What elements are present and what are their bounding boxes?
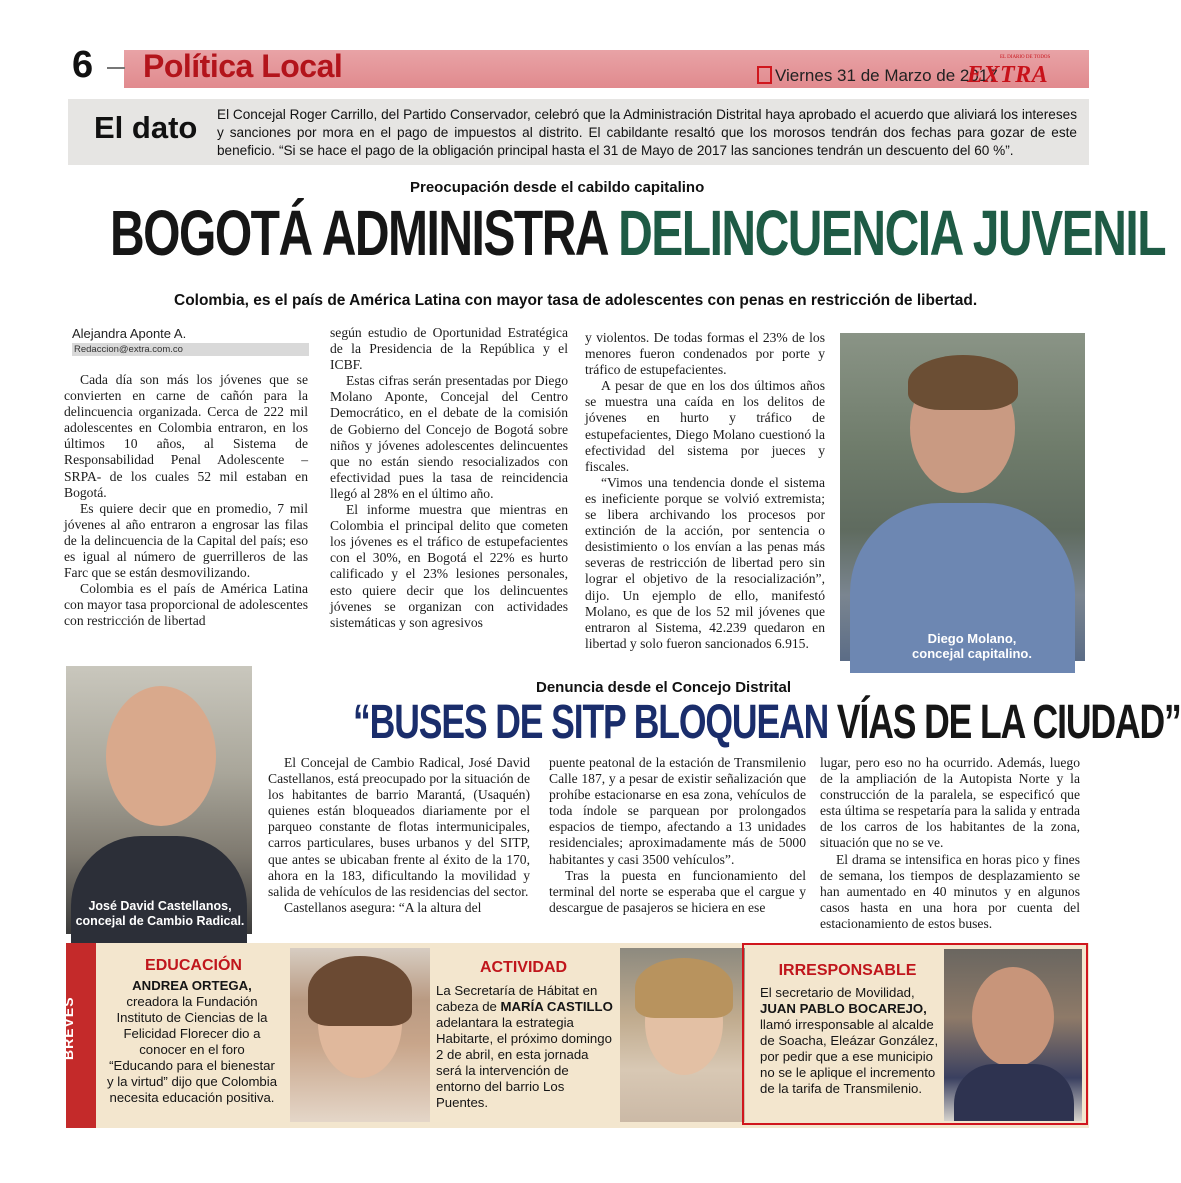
paragraph: según estudio de Oportunidad Estratégica de la Presidencia de la República y el ICBF. [330, 325, 568, 373]
photo-juan-pablo-bocarejo [944, 949, 1082, 1121]
photo-andrea-ortega [290, 948, 430, 1122]
page-number: 6 [72, 44, 93, 86]
portrait-suit-shape [954, 1064, 1074, 1121]
brief-person-name: MARÍA CASTILLO [500, 999, 613, 1014]
article1-column-3 [585, 330, 825, 652]
brief-body: creadora la Fundación Instituto de Ciencias de la Felicidad Florecer dio a conocer en el foro “Educando para el bienestar y la virtud” dijo que Colombia necesita educación positiva. [106, 994, 278, 1105]
article2-headline [353, 695, 1181, 750]
portrait-hair-shape [635, 958, 733, 1018]
el-dato-text: El Concejal Roger Carrillo, del Partido Conservador, celebró que la Administración Distrital haya aprobado el acuerdo que aliviará los intereses y sanciones por mora en el pago de impuestos al distrito. El cabildante resaltó que los morosos tendrán dos fechas para gozar de este beneficio. “Si se hace el pago de la obligación principal hasta el 31 de Mayo de 2017 las sanciones tendrán un descuento del 60 %”. [217, 107, 1077, 158]
article1-headline [110, 196, 1165, 270]
paragraph: El Concejal de Cambio Radical, José David Castellanos, está preocupado por la situación de los habitantes de barrio Marantá, (Usaquén) quienes están bloqueados diariamente por el parqueo constante de flotas intermunicipales, carros particulares, buses urbanos y del SITP, que antes se ubicaban frente al éxito de la 170, ahora en la 183, dificultando la movilidad y salida de vehículos de las residencias del sector. [268, 755, 530, 899]
brief-title-irresponsable: IRRESPONSABLE [778, 962, 917, 979]
portrait-hair-shape [908, 355, 1018, 410]
paragraph: Es quiere decir que en promedio, 7 mil jóvenes al año entraron a engrosar las filas de la delincuencia de la Capital del país; eso es igual al número de guerrilleros de las Farc que se están desmovilizando. [64, 500, 308, 581]
newspaper-logo: EXTRA [967, 62, 1049, 88]
paragraph: “Vimos una tendencia donde el sistema es ineficiente porque se volvió extremista; se libera archivando los procesos por extinción de la acción, por sentencia o desistimiento o los envían a las penas más severas de restricción de libertad pero sin lograr el objetivo de la resocialización”, dijo. Un ejemplo de ello, manifestó Molano, es que de los 52 mil jóvenes que entraron al Sistema, 42.239 quedaron en libertad y solo fueron sancionados 6.915. [585, 474, 825, 651]
breves-label: BREVES [60, 996, 76, 1060]
paragraph: Estas cifras serán presentadas por Diego Molano Aponte, Concejal del Centro Democrático, en el debate de la comisión de Gobierno del Concejo de Bogotá sobre niños y jóvenes adolescentes delincuentes que no están siendo resocializados con efectividad pues la tasa de reincidencia llegó al 28% en el último año. [330, 373, 568, 501]
brief-body: La Secretaría de Hábitat en cabeza de [436, 983, 598, 1014]
paragraph: puente peatonal de la estación de Transmilenio Calle 187, y a pesar de existir señalización que prohíbe estacionarse en esa zona, vehículos de toda índole se parquean por prolongados espacios de tiempo, afectando a 13 unidades residenciales; aproximadamente más de 5000 habitantes y casi 3500 vehículos”. [549, 755, 806, 867]
article2-column-1 [268, 755, 530, 916]
paragraph: A pesar de que en los dos últimos años se muestra una caída en los delitos de jóvenes en hurto y tráfico de estupefacientes, Diego Molano cuestionó la efectividad del sistema por jueces y fiscales. [585, 378, 825, 474]
article2-headline-part-b: VÍAS DE LA CIUDAD” [828, 696, 1181, 749]
paragraph: Tras la puesta en funcionamiento del terminal del norte se esperaba que el cargue y descargue de pasajeros se hiciera en ese [549, 867, 806, 915]
photo-maria-castillo [620, 948, 745, 1122]
article1-kicker: Preocupación desde el cabildo capitalino [410, 179, 705, 196]
brief-title-actividad: ACTIVIDAD [479, 959, 568, 976]
paragraph: y violentos. De todas formas el 23% de los menores fueron condenados por porte y tráfico de estupefacientes. [585, 330, 825, 378]
article1-column-1 [64, 372, 308, 630]
photo-caption: concejal de Cambio Radical. [75, 914, 245, 928]
article2-column-3 [820, 755, 1080, 932]
brief-body: llamó irresponsable al alcalde de Soacha, Eleázar González, por pedir que a ese municipio no se le aplique el incremento de la tarifa de Transmilenio. [760, 1017, 939, 1096]
paragraph: Colombia es el país de América Latina con mayor tasa proporcional de adolescentes con restricción de libertad [64, 581, 308, 629]
paragraph: Cada día son más los jóvenes que se convierten en carne de cañón para la delincuencia organizada. Cerca de 222 mil adolescentes en Colombia entraron, en los últimos 10 años, al Sistema de Responsabilidad Penal Adolescente – SRPA- de los cuales 52 mil estaban en Bogotá. [64, 372, 308, 500]
paragraph: El drama se intensifica en horas pico y fines de semana, los tiempos de desplazamiento se han aumentado en 40 minutos y en algunos casos hasta en una hora por cuenta del estacionamiento de estos buses. [820, 851, 1080, 931]
article2-kicker: Denuncia desde el Concejo Distrital [536, 679, 792, 696]
brief-person-name: ANDREA ORTEGA, [132, 978, 252, 993]
section-title: Política Local [143, 48, 343, 84]
portrait-hair-shape [308, 956, 412, 1026]
brief-body: El secretario de Movilidad, [760, 985, 915, 1000]
article2-column-2 [549, 755, 806, 916]
brief-text-educacion [106, 978, 278, 1106]
byline: Alejandra Aponte A. [72, 326, 187, 341]
article1-headline-part-a: BOGOTÁ ADMINISTRA [110, 197, 607, 269]
portrait-suit-shape [71, 836, 247, 946]
header-divider [107, 67, 125, 69]
photo-jose-david-castellanos [66, 666, 252, 934]
article1-headline-part-b: DELINCUENCIA JUVENIL [618, 197, 1166, 269]
brief-person-name: JUAN PABLO BOCAREJO, [760, 1001, 927, 1016]
brief-body: adelantara la estrategia Habitarte, el próximo domingo 2 de abril, en esta jornada será la intervención de entorno del barrio Los Puentes. [436, 1015, 612, 1110]
article1-subhead: Colombia, es el país de América Latina con mayor tasa de adolescentes con penas en restricción de libertad. [174, 292, 978, 309]
portrait-face-shape [972, 967, 1054, 1067]
portrait-face-shape [106, 686, 216, 826]
photo-caption: concejal capitalino. [912, 646, 1032, 661]
brief-text-actividad [436, 983, 614, 1111]
date-marker-icon [757, 66, 772, 84]
paragraph: Castellanos asegura: “A la altura del [284, 899, 482, 915]
logo-tagline: EL DIARIO DE TODOS [1000, 55, 1051, 60]
article1-column-2 [330, 325, 568, 631]
paragraph: El informe muestra que mientras en Colombia el principal delito que cometen los jóvenes es el tráfico de estupefacientes con el 30%, en Bogotá el 22% es hurto calificado y el 23% lesiones personales, esto quiere decir que los delincuentes jóvenes se organizan con actividades sistemáticas y son agresivos [330, 502, 568, 630]
paragraph: lugar, pero eso no ha ocurrido. Además, luego de la ampliación de la Autopista Norte y la construcción de la paralela, se especificó que esta última se respetaría para la salida y entrada de los carros de los habitantes de la zona, situación que no se ve. [820, 755, 1080, 851]
photo-diego-molano [840, 333, 1085, 661]
brief-text-irresponsable [760, 985, 942, 1097]
photo-caption: Diego Molano, [927, 631, 1017, 646]
photo-caption: José David Castellanos, [88, 899, 232, 913]
byline-email: Redaccion@extra.com.co [72, 343, 309, 356]
issue-date: Viernes 31 de Marzo de 2017 [775, 66, 998, 85]
el-dato-title: El dato [94, 110, 198, 145]
article2-headline-part-a: “BUSES DE SITP BLOQUEAN [353, 696, 829, 749]
brief-title-educacion: EDUCACIÓN [145, 957, 242, 974]
